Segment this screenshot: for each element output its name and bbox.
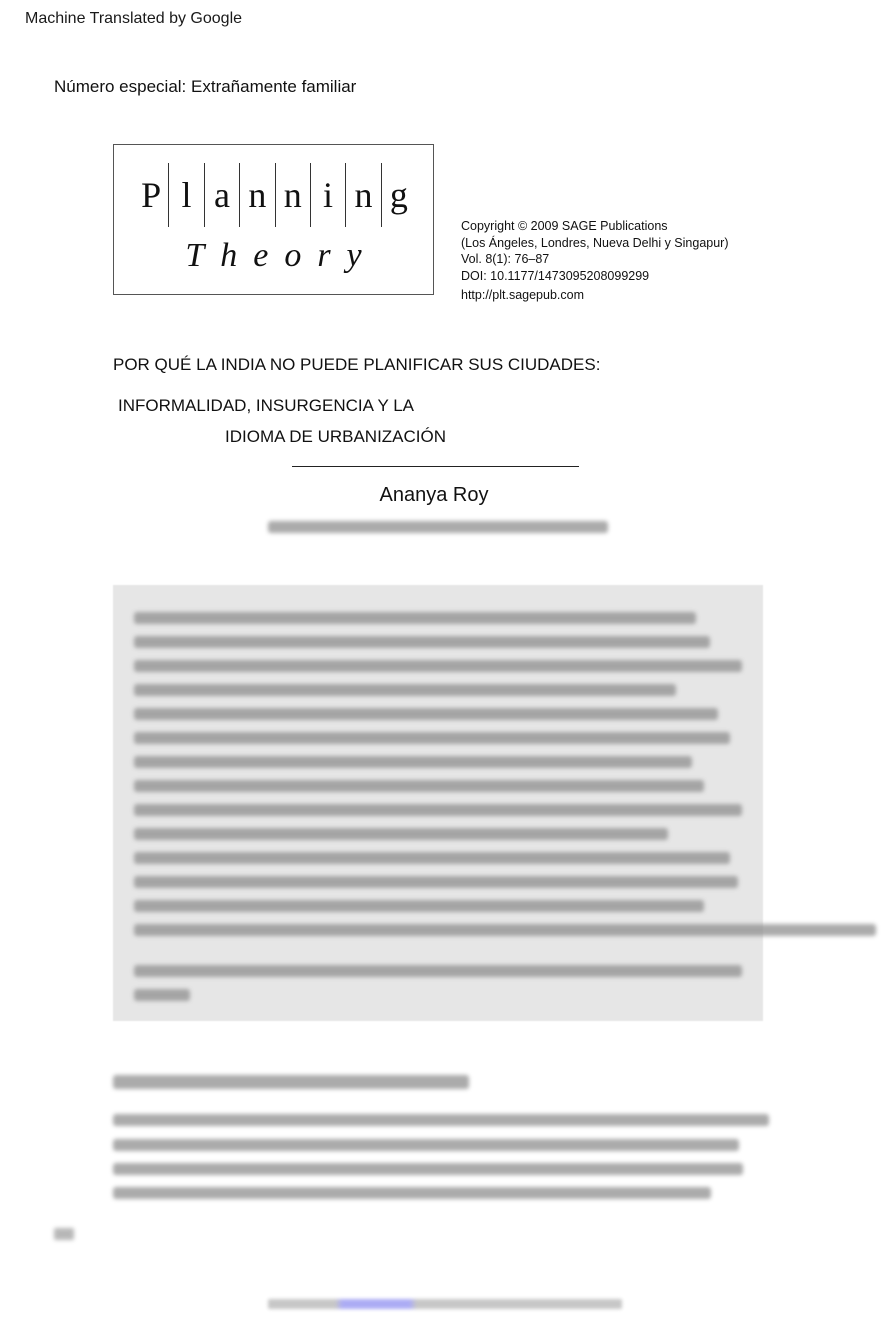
blurred-abstract-line [134,612,696,624]
blurred-abstract-line [134,876,738,888]
abstract-box [113,585,763,1021]
logo-letter: P [141,175,162,215]
logo-letter: l [168,163,203,227]
blurred-body-line [113,1163,743,1175]
blurred-keywords-line [134,989,190,1001]
blurred-body-line [113,1139,739,1151]
blurred-abstract-line [134,852,730,864]
locations-line: (Los Ángeles, Londres, Nueva Delhi y Singapur) [461,235,729,250]
blurred-abstract-line [134,900,704,912]
blurred-footer [268,1299,622,1309]
logo-letter: n [239,163,274,227]
blurred-abstract-line [134,756,692,768]
publication-info [461,218,729,304]
journal-logo [113,144,434,295]
machine-translation-banner: Machine Translated by Google [25,10,243,27]
logo-letter: a [204,163,239,227]
blurred-abstract-line [134,684,676,696]
blurred-abstract-line [134,924,876,936]
doi-line: DOI: 10.1177/1473095208099299 [461,268,650,283]
article-title-line-1: POR QUÉ LA INDIA NO PUEDE PLANIFICAR SUS CIUDADES: [113,355,601,374]
article-title-line-3: IDIOMA DE URBANIZACIÓN [225,427,447,446]
blurred-abstract-line [134,732,730,744]
blurred-section-heading [113,1075,469,1089]
logo-letter: n [345,163,380,227]
logo-letter: g [381,163,416,227]
special-issue-title: Número especial: Extrañamente familiar [54,77,357,96]
blurred-abstract-line [134,780,704,792]
volume-line: Vol. 8(1): 76–87 [461,252,550,266]
blurred-abstract-line [134,708,718,720]
blurred-abstract-line [134,828,668,840]
blurred-abstract-line [134,804,742,816]
title-divider [292,466,579,467]
logo-letter: n [275,163,310,227]
article-title-line-2: INFORMALIDAD, INSURGENCIA Y LA [118,396,414,415]
blurred-abstract-line [134,660,742,672]
blurred-affiliation [268,521,608,533]
logo-letters-row [134,163,416,227]
blurred-keywords-line [134,965,742,977]
logo-subtitle: Theory [185,237,378,274]
blurred-body-line [113,1114,769,1126]
blurred-abstract-line [134,636,710,648]
author-name: Ananya Roy [379,484,489,506]
logo-letter: i [310,163,345,227]
blurred-page-number [54,1228,74,1240]
blurred-body-line [113,1187,711,1199]
journal-url[interactable]: http://plt.sagepub.com [461,288,584,302]
copyright-line: Copyright © 2009 SAGE Publications [461,219,668,233]
